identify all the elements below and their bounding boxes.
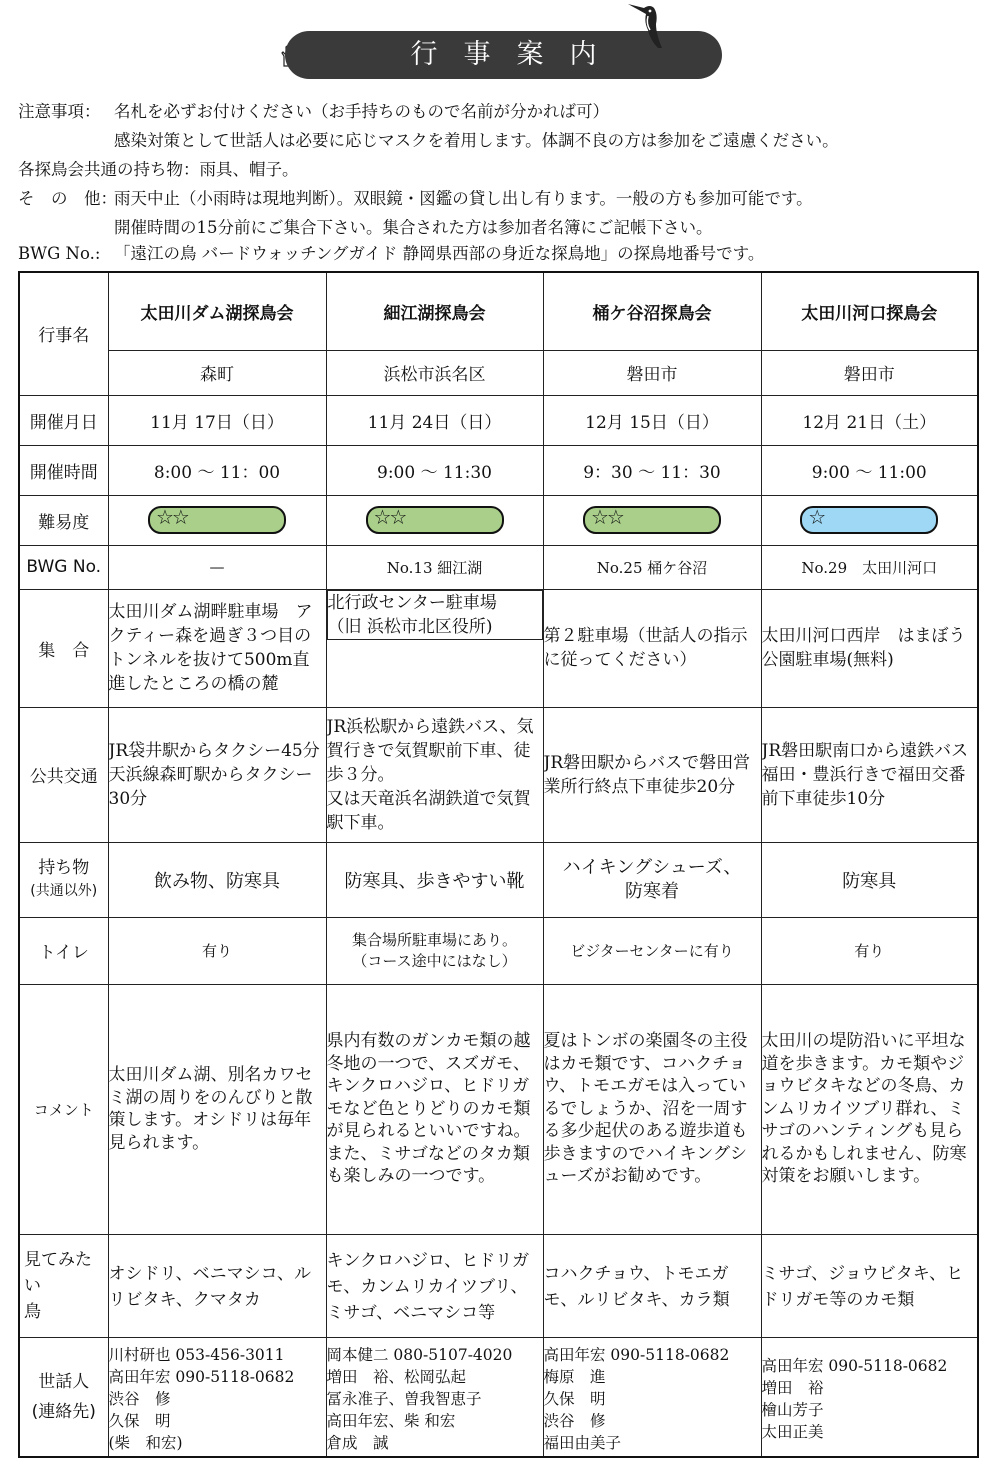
table-row-date: [19, 395, 978, 445]
table-row-difficulty: [19, 495, 978, 545]
note-line: [18, 129, 839, 152]
event-bwg: —: [108, 545, 326, 589]
note-text: 「遠江の鳥 バードウォッチングガイド 静岡県西部の身近な探鳥地」の探鳥地番号です。: [114, 244, 765, 263]
table-row-transport: [19, 707, 978, 842]
row-label-difficulty: 難易度: [19, 495, 108, 545]
table-row-contacts: [19, 1337, 978, 1457]
event-toilet: 有り: [761, 917, 978, 984]
table-row-time: [19, 445, 978, 495]
event-name: 細江湖探鳥会: [326, 272, 543, 350]
note-line: [18, 187, 813, 210]
event-date: 12月 15日（日）: [543, 395, 761, 445]
note-text: 雨具、帽子。: [199, 160, 299, 179]
difficulty-badge: [148, 506, 286, 534]
event-comment: 太田川ダム湖、別名カワセミ湖の周りをのんびりと散策します。オシドリは毎年見られます。: [108, 984, 326, 1234]
contact-line: 高田年宏 090-5118-0682: [543, 1345, 730, 1364]
events-table: [18, 271, 979, 1458]
row-label-items-line: (共通以外): [30, 883, 98, 899]
difficulty-stars-icon: ☆☆: [156, 505, 188, 529]
table-row-toilet: [19, 917, 978, 984]
event-time: 9:00 ～ 11:30: [326, 445, 543, 495]
difficulty-badge: [583, 506, 721, 534]
event-birds: コハクチョウ、トモエガモ、ルリビタキ、カラ類: [543, 1234, 761, 1337]
contact-line: 倉成 誠: [326, 1433, 389, 1452]
difficulty-cell: [761, 495, 978, 545]
note-text: 感染対策として世話人は必要に応じマスクを着用します。体調不良の方は参加をご遠慮ください。: [114, 131, 839, 150]
event-contacts: [543, 1337, 761, 1457]
row-label-contacts-line: 世話人: [38, 1371, 90, 1392]
row-label-time: 開催時間: [19, 445, 108, 495]
event-items: 防寒具、歩きやすい靴: [326, 842, 543, 917]
event-date: 11月 24日（日）: [326, 395, 543, 445]
event-contacts: [108, 1337, 326, 1457]
difficulty-badge: [800, 506, 938, 534]
note-text: 雨天中止（小雨時は現地判断）。双眼鏡・図鑑の貸し出し有ります。一般の方も参加可能です。: [114, 189, 813, 208]
contact-line: 久保 明: [108, 1411, 171, 1430]
event-time: 9:00 ～ 11:00: [761, 445, 978, 495]
row-label-items-line: 持ち物: [38, 858, 90, 878]
contact-line: (柴 和宏): [108, 1433, 183, 1452]
contact-line: 福田由美子: [543, 1433, 622, 1452]
row-label-comment: コメント: [19, 984, 108, 1234]
event-meeting: 北行政センター駐車場 （旧 浜松市北区役所): [327, 590, 543, 640]
difficulty-stars-icon: ☆☆: [591, 505, 623, 529]
event-comment: 太田川の堤防沿いに平坦な道を歩きます。カモ類やジョウビタキなどの冬鳥、カンムリカイツブリ群れ、ミサゴのハンティングも見られるかもしれません、防寒対策をお願いします。: [761, 984, 978, 1234]
contact-line: 高田年宏 090-5118-0682: [108, 1367, 295, 1386]
event-meeting: 太田川ダム湖畔駐車場 アクティー森を過ぎ３つ目のトンネルを抜けて500m直進したところの橋の麓: [108, 589, 326, 707]
table-row-bwg: [19, 545, 978, 589]
event-items: ハイキングシューズ、 防寒着: [543, 842, 761, 917]
event-contacts: [761, 1337, 978, 1457]
event-transport: JR磐田駅南口から遠鉄バス福田・豊浜行きで福田交番前下車徒歩10分: [761, 707, 978, 842]
row-label-contacts: [19, 1337, 108, 1457]
event-bwg: No.13 細江湖: [326, 545, 543, 589]
event-time: 9：30 ～ 11：30: [543, 445, 761, 495]
note-label: そ の 他：: [18, 189, 117, 208]
event-transport: JR浜松駅から遠鉄バス、気賀行きで気賀駅前下車、徒歩３分。 又は天竜浜名湖鉄道で気賀駅下車。: [326, 707, 543, 842]
contact-line: 増田 裕、松岡弘起: [326, 1367, 467, 1386]
note-text: 開催時間の15分前にご集合下さい。集合された方は参加者名簿にご記帳下さい。: [114, 218, 713, 237]
contact-line: 岡本健二 080-5107-4020: [326, 1345, 513, 1364]
contact-line: 高田年宏 090-5118-0682: [761, 1356, 948, 1375]
row-label-birds-line: 鳥: [24, 1301, 41, 1322]
kingfisher-bird-icon: [626, 0, 670, 50]
event-name: 桶ケ谷沼探鳥会: [543, 272, 761, 350]
difficulty-cell: [326, 495, 543, 545]
row-label-transport: 公共交通: [19, 707, 108, 842]
row-label-date: 開催月日: [19, 395, 108, 445]
row-label-contacts-line: (連絡先): [31, 1401, 96, 1422]
event-date: 12月 21日（土）: [761, 395, 978, 445]
event-date: 11月 17日（日）: [108, 395, 326, 445]
event-name: 太田川河口探鳥会: [761, 272, 978, 350]
event-contacts: [326, 1337, 543, 1457]
event-transport: JR磐田駅からバスで磐田営業所行終点下車徒歩20分: [543, 707, 761, 842]
event-area: 磐田市: [543, 350, 761, 395]
contact-line: 梅原 進: [543, 1367, 606, 1386]
event-bwg: No.25 桶ケ谷沼: [543, 545, 761, 589]
table-row-items: [19, 842, 978, 917]
event-birds: ミサゴ、ジョウビタキ、ヒドリガモ等のカモ類: [761, 1234, 978, 1337]
contact-line: 太田正美: [761, 1422, 824, 1441]
event-meeting: 第２駐車場（世話人の指示に従ってください）: [543, 589, 761, 707]
contact-line: 川村研也 053-456-3011: [108, 1345, 285, 1364]
row-label-meeting: 集 合: [19, 589, 108, 707]
contact-line: 渋谷 修: [108, 1389, 171, 1408]
event-transport: JR袋井駅からタクシー45分 天浜線森町駅からタクシー30分: [108, 707, 326, 842]
contact-line: 檜山芳子: [761, 1400, 824, 1419]
contact-line: 渋谷 修: [543, 1411, 606, 1430]
note-line: [18, 216, 713, 239]
difficulty-cell: [543, 495, 761, 545]
row-label-toilet: トイレ: [19, 917, 108, 984]
event-area: 森町: [108, 350, 326, 395]
note-label: 各探鳥会共通の持ち物：: [18, 160, 200, 179]
contact-line: 高田年宏、柴 和宏: [326, 1411, 456, 1430]
difficulty-stars-icon: ☆☆: [373, 505, 406, 529]
table-row-birds: [19, 1234, 978, 1337]
event-birds: オシドリ、ベニマシコ、ルリビタキ、クマタカ: [108, 1234, 326, 1337]
event-comment: 夏はトンボの楽園冬の主役はカモ類です、コハクチョウ、トモエガモは入っているでしょうか、沼を一周する多少起伏のある遊歩道も歩きますのでハイキングシューズがお勧めです。: [543, 984, 761, 1234]
table-row-event-name: [19, 272, 978, 350]
note-line: [18, 158, 299, 181]
row-label-items: [19, 842, 108, 917]
note-line: [18, 242, 764, 265]
difficulty-badge: [366, 506, 504, 534]
event-toilet: ビジターセンターに有り: [543, 917, 761, 984]
event-comment: 県内有数のガンカモ類の越冬地の一つで、スズガモ、キンクロハジロ、ヒドリガモなど色とりどりのカモ類が見られるといいですね。また、ミサゴなどのタカ類も楽しみの一つです。: [326, 984, 543, 1234]
note-line: [18, 100, 609, 123]
event-meeting: 太田川河口西岸 はまぼう公園駐車場(無料): [761, 589, 978, 707]
event-toilet: 有り: [108, 917, 326, 984]
contact-line: 冨永准子、曽我智恵子: [326, 1389, 482, 1408]
event-toilet: 集合場所駐車場にあり。 （コース途中にはなし）: [326, 917, 543, 984]
event-items: 飲み物、防寒具: [108, 842, 326, 917]
event-time: 8:00 ～ 11：00: [108, 445, 326, 495]
event-area: 磐田市: [761, 350, 978, 395]
event-name: 太田川ダム湖探鳥会: [108, 272, 326, 350]
note-label: 注意事項：: [18, 102, 101, 121]
contact-line: 久保 明: [543, 1389, 606, 1408]
row-label-birds: [19, 1234, 108, 1337]
event-area: 浜松市浜名区: [326, 350, 543, 395]
page-title: 行事案内: [410, 39, 623, 70]
difficulty-cell: [108, 495, 326, 545]
row-label-event: 行事名: [19, 272, 108, 395]
contact-line: 増田 裕: [761, 1378, 824, 1397]
table-row-comment: [19, 984, 978, 1234]
event-bwg: No.29 太田川河口: [761, 545, 978, 589]
row-label-bwg: BWG No.: [19, 545, 108, 589]
note-text: 名札を必ずお付けください（お手持ちのもので名前が分かれば可）: [114, 102, 609, 121]
event-birds: キンクロハジロ、ヒドリガモ、カンムリカイツブリ、ミサゴ、ベニマシコ等: [326, 1234, 543, 1337]
note-label: BWG No.:: [18, 244, 101, 263]
difficulty-stars-icon: ☆: [808, 505, 825, 529]
row-label-birds-line: 見てみたい: [24, 1249, 92, 1296]
event-items: 防寒具: [761, 842, 978, 917]
table-row-area: [19, 350, 978, 395]
table-row-meeting: [19, 589, 978, 707]
